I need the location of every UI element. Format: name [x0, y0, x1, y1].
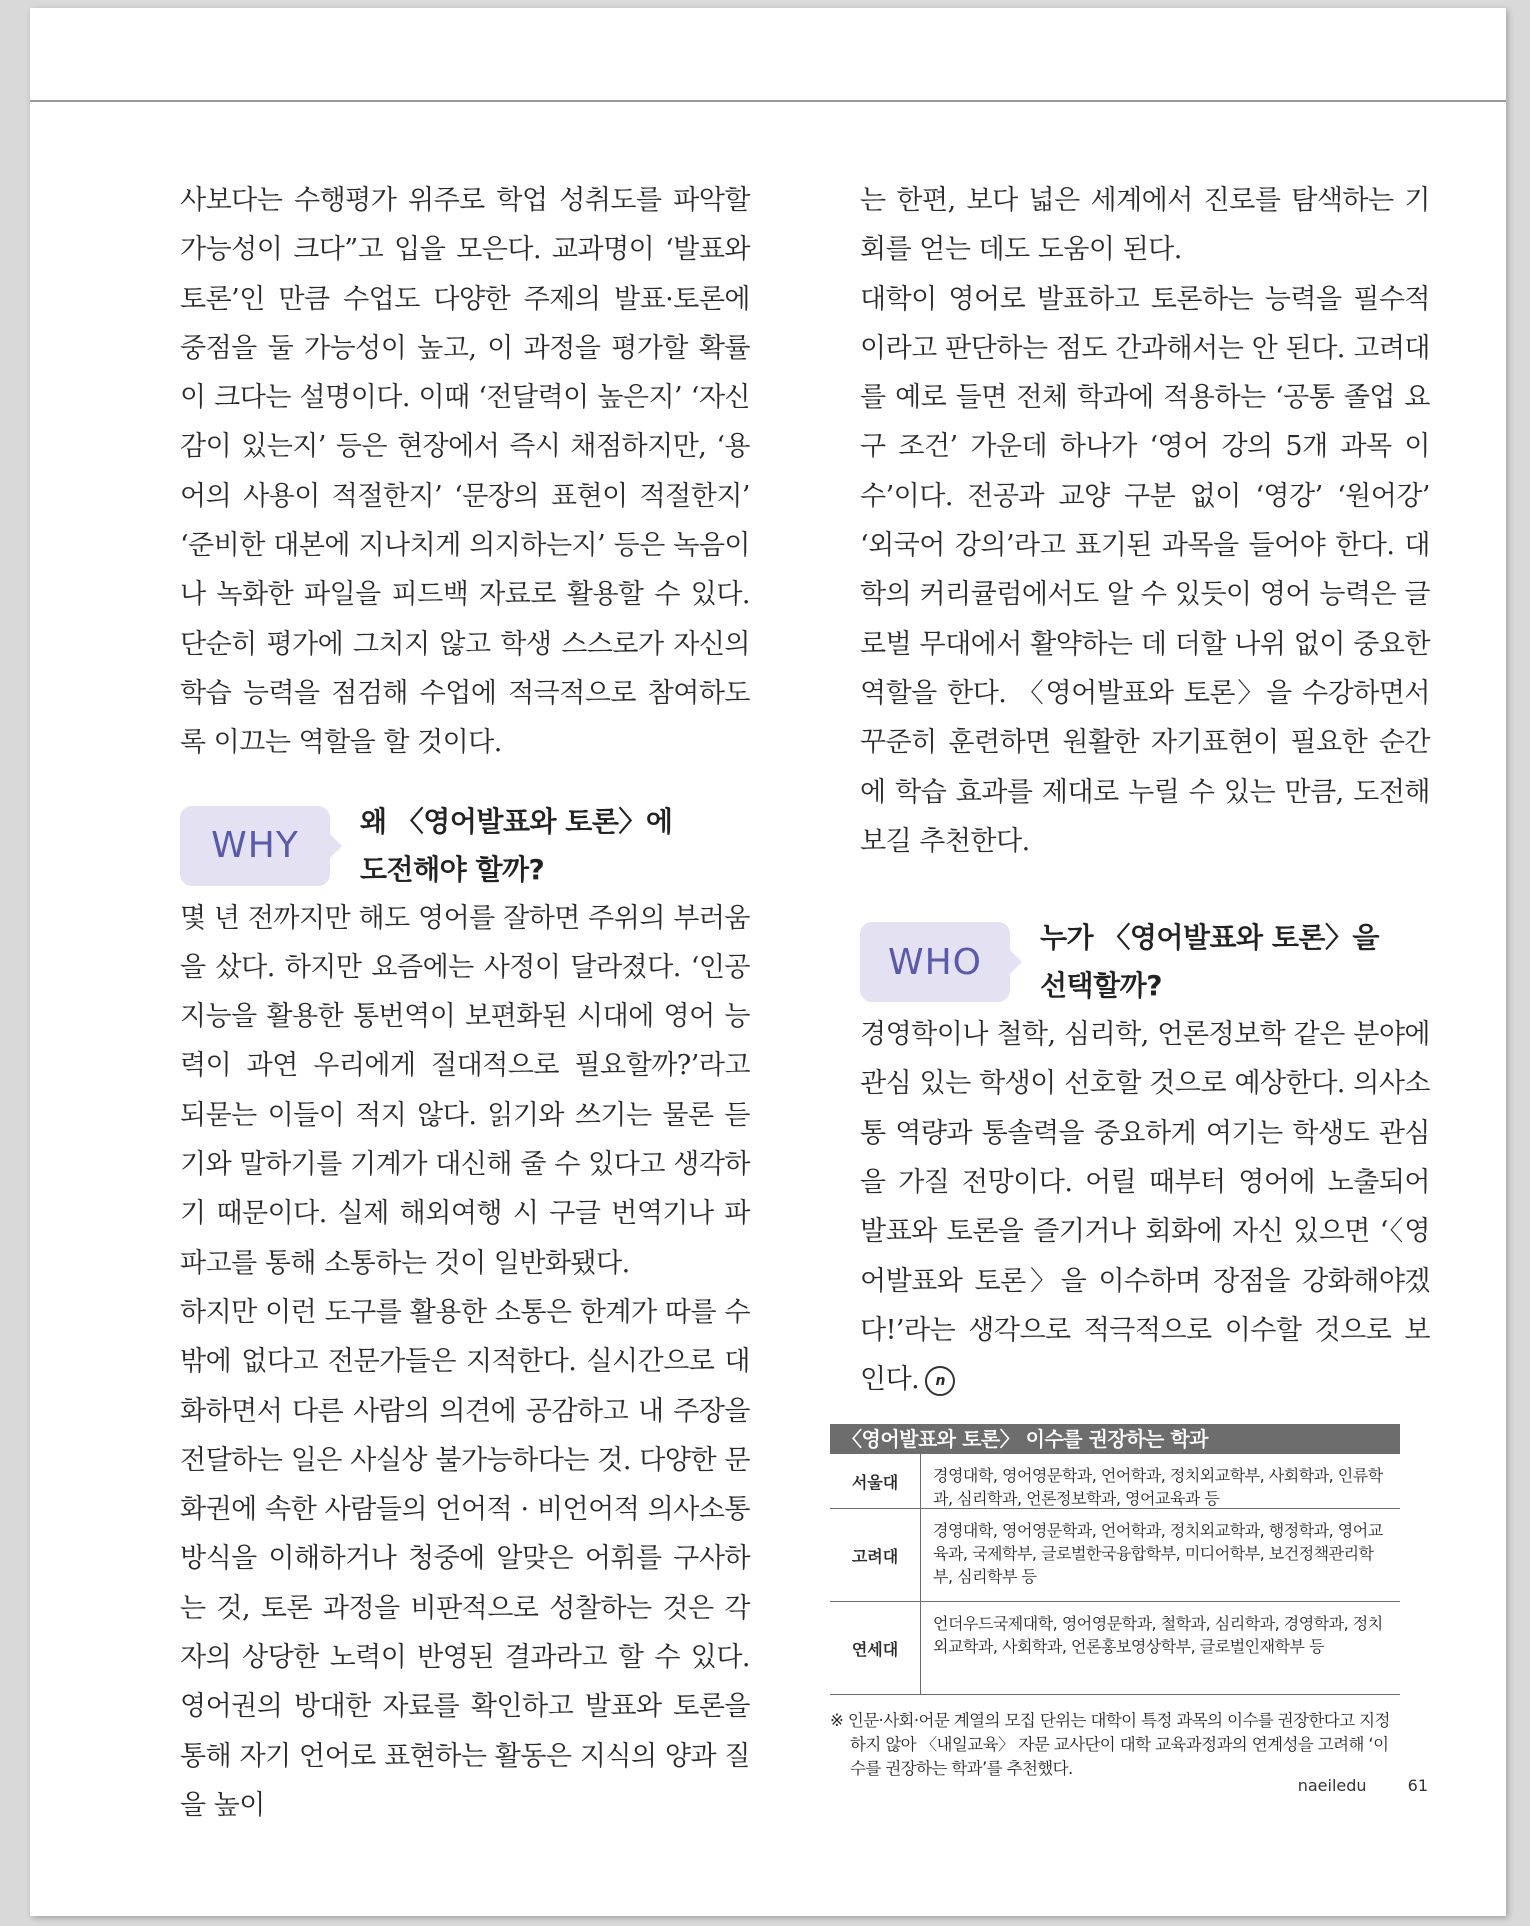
- who-badge-label: WHO: [887, 941, 982, 983]
- body-paragraph: 사보다는 수행평가 위주로 학업 성취도를 파악할 가능성이 크다”고 입을 모은다. 교과명이 ‘발표와 토론’인 만큼 수업도 다양한 주제의 발표·토론에 중점을 둘 가능성이 높고, 이 과정을 평가할 확률이 크다는 설명이다. 이때 ‘전달력이 높은지’ ‘자신감이 있는지’ 등은 현장에서 즉시 채점하지만, ‘용어의 사용이 적절한지’ ‘문장의 표현이 적절한지’ ‘준비한 대본에 지나치게 의지하는지’ 등은 녹음이나 녹화한 파일을 피드백 자료로 활용할 수 있다. 단순히 평가에 그치지 않고 학생 스스로가 자신의 학습 능력을 점검해 수업에 적극적으로 참여하도록 이끄는 역할을 할 것이다.: [180, 185, 750, 759]
- why-heading: [360, 798, 672, 894]
- right-column: [860, 176, 1430, 1405]
- table-title: 〈영어발표와 토론〉 이수를 권장하는 학과: [830, 1424, 1400, 1454]
- who-section-header: [860, 914, 1430, 1010]
- body-paragraph: 몇 년 전까지만 해도 영어를 잘하면 주위의 부러움을 샀다. 하지만 요즘에는 사정이 달라졌다. ‘인공지능을 활용한 통번역이 보편화된 시대에 영어 능력이 과연 우리에게 절대적으로 필요할까?’라고 되묻는 이들이 적지 않다. 읽기와 쓰기는 물론 듣기와 말하기를 기계가 대신해 줄 수 있다고 생각하기 때문이다. 실제 해외여행 시 구글 번역기나 파파고를 통해 소통하는 것이 일반화됐다.: [180, 902, 750, 1279]
- why-section-header: [180, 798, 750, 894]
- body-paragraph: [860, 1010, 1430, 1404]
- university-cell: 서울대: [830, 1454, 921, 1508]
- table-footnote: ※ 인문·사회·어문 계열의 모집 단위는 대학이 특정 과목의 이수를 권장한다고 지정하지 않아 〈내일교육〉 자문 교사단이 대학 교육과정과의 연계성을 고려해 ‘이수를 권장하는 학과’를 추천했다.: [830, 1711, 1390, 1778]
- table-row: [830, 1602, 1400, 1695]
- who-heading-line-1: 누가 〈영어발표와 토론〉을: [1040, 921, 1379, 955]
- body-text: 경영학이나 철학, 심리학, 언론정보학 같은 분야에 관심 있는 학생이 선호할 것으로 예상한다. 의사소통 역량과 통솔력을 중요하게 여기는 학생도 관심을 가질 전망이다. 어릴 때부터 영어에 노출되어 발표와 토론을 즐기거나 회화에 자신 있으면 ‘〈영어발표와 토론〉을 이수하며 장점을 강화해야겠다!’라는 생각으로 적극적으로 이수할 것으로 보인다.: [860, 1019, 1430, 1396]
- why-badge: [180, 806, 330, 886]
- who-heading-line-2: 선택할까?: [1040, 969, 1162, 1003]
- why-heading-line-2: 도전해야 할까?: [360, 852, 545, 886]
- footer-brand: naeiledu: [1297, 1776, 1367, 1795]
- end-mark-icon: n: [925, 1366, 955, 1396]
- university-cell: 연세대: [830, 1602, 921, 1694]
- body-paragraph: 하지만 이런 도구를 활용한 소통은 한계가 따를 수밖에 없다고 전문가들은 지적한다. 실시간으로 대화하면서 다른 사람의 의견에 공감하고 내 주장을 전달하는 일은 사실상 불가능하다는 것. 다양한 문화권에 속한 사람들의 언어적 · 비언어적 의사소통 방식을 이해하거나 청중에 알맞은 어휘를 구사하는 것, 토론 과정을 비판적으로 성찰하는 것은 각자의 상당한 노력이 반영된 결과라고 할 수 있다. 영어권의 방대한 자료를 확인하고 발표와 토론을 통해 자기 언어로 표현하는 활동은 지식의 양과 질을 높이: [180, 1296, 750, 1821]
- why-badge-label: WHY: [211, 825, 299, 867]
- who-badge: [860, 922, 1010, 1002]
- body-paragraph: 대학이 영어로 발표하고 토론하는 능력을 필수적이라고 판단하는 점도 간과해서는 안 된다. 고려대를 예로 들면 전체 학과에 적용하는 ‘공통 졸업 요구 조건’ 가운데 하나가 ‘영어 강의 5개 과목 이수’이다. 전공과 교양 구분 없이 ‘영강’ ‘원어강’ ‘외국어 강의’라고 표기된 과목을 들어야 한다. 대학의 커리큘럼에서도 알 수 있듯이 영어 능력은 글로벌 무대에서 활약하는 데 더할 나위 없이 중요한 역할을 한다. 〈영어발표와 토론〉을 수강하면서 꾸준히 훈련하면 원활한 자기표현이 필요한 순간에 학습 효과를 제대로 누릴 수 있는 만큼, 도전해보길 추천한다.: [860, 283, 1430, 857]
- departments-cell: 언더우드국제대학, 영어영문학과, 철학과, 심리학과, 경영학과, 정치외교학과, 사회학과, 언론홍보영상학부, 글로벌인재학부 등: [933, 1614, 1383, 1656]
- recommended-departments-table: [830, 1424, 1400, 1781]
- header-rule: [30, 100, 1506, 102]
- table-row: [830, 1509, 1400, 1602]
- body-paragraph: 는 한편, 보다 넓은 세계에서 진로를 탐색하는 기회를 얻는 데도 도움이 된다.: [860, 185, 1430, 266]
- why-heading-line-1: 왜 〈영어발표와 토론〉에: [360, 804, 673, 838]
- departments-cell: 경영대학, 영어영문학과, 언어학과, 정치외교학과, 행정학과, 영어교육과, 국제학부, 글로벌한국융합학부, 미디어학부, 보건정책관리학부, 심리학부 등: [933, 1521, 1383, 1586]
- who-heading: [1040, 914, 1379, 1010]
- left-column: [180, 176, 750, 1830]
- page-number: 61: [1407, 1776, 1428, 1795]
- table-row: [830, 1454, 1400, 1509]
- page-footer: [1262, 1776, 1428, 1795]
- university-cell: 고려대: [830, 1509, 921, 1601]
- departments-cell: 경영대학, 영어영문학과, 언어학과, 정치외교학부, 사회학과, 인류학과, 심리학과, 언론정보학과, 영어교육과 등: [933, 1466, 1383, 1508]
